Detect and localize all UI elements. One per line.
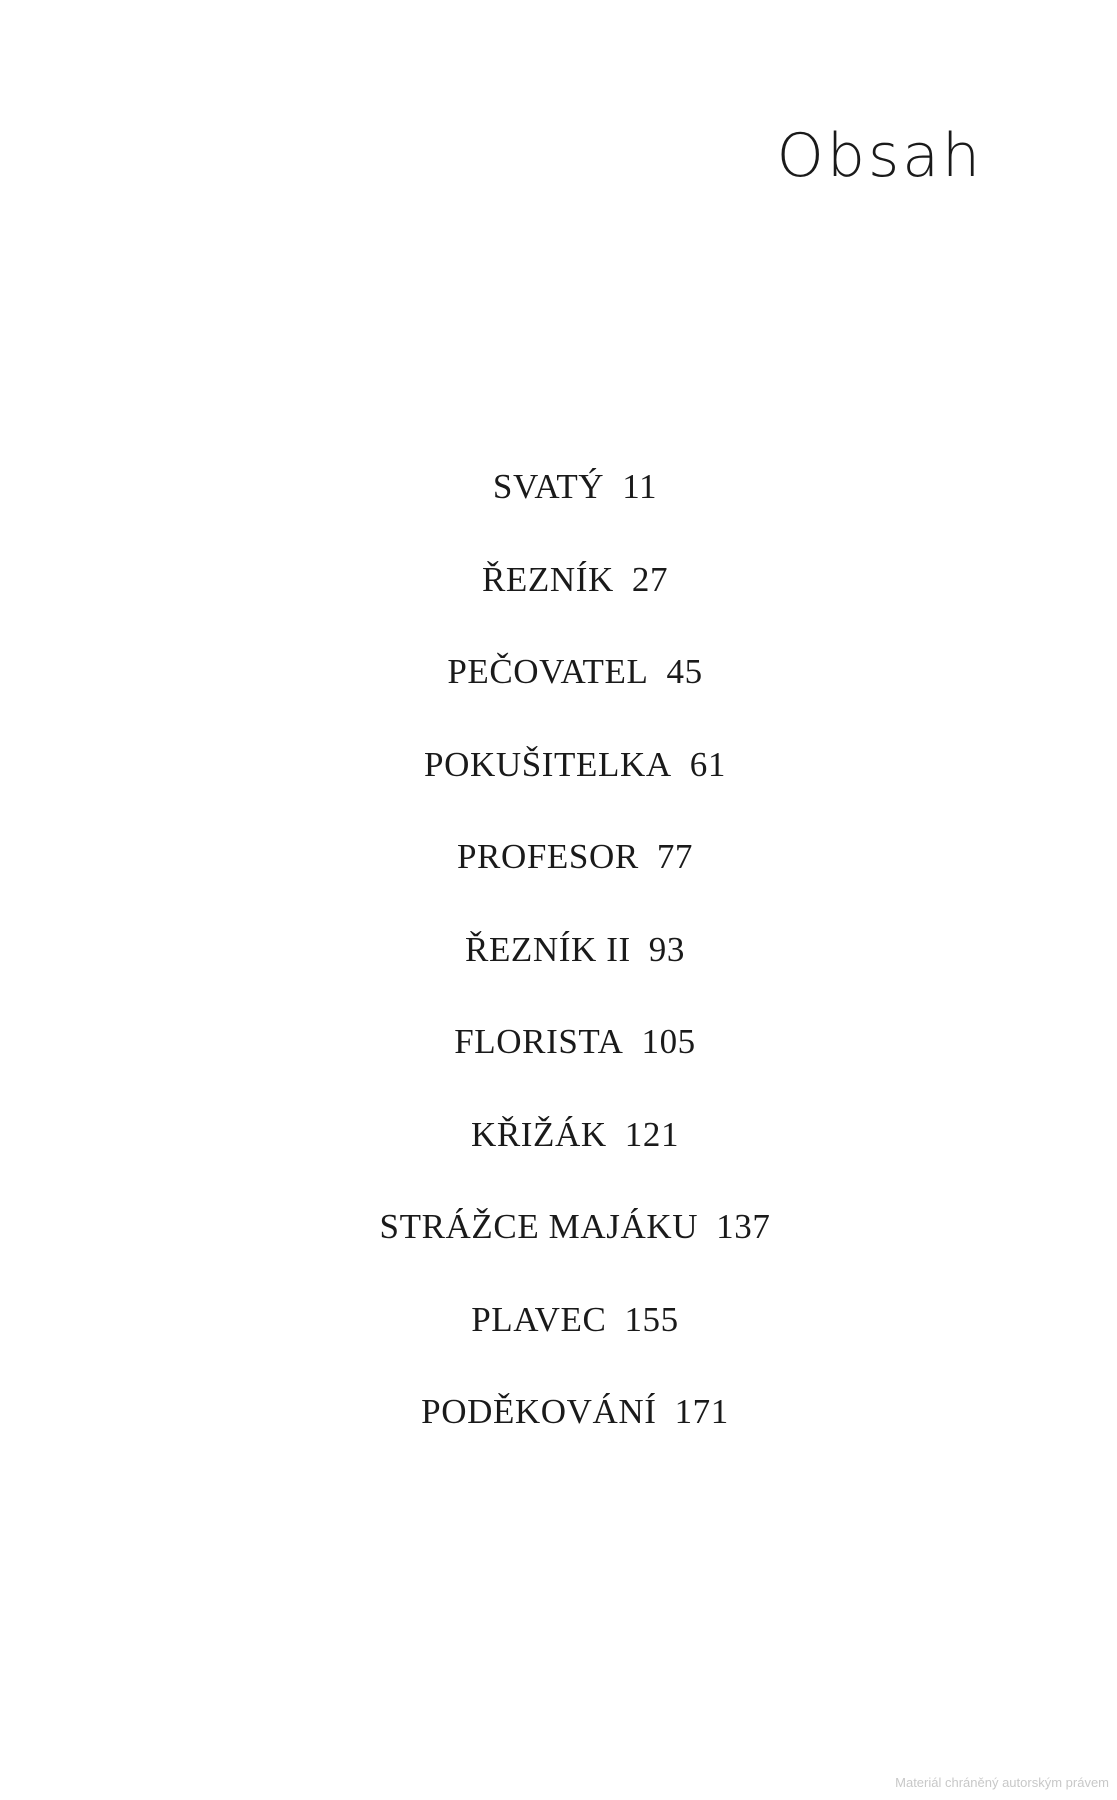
toc-entry-title: SVATÝ xyxy=(492,467,605,506)
toc-entry-title: PROFESOR xyxy=(456,837,639,876)
toc-entry-pecovatel[interactable] xyxy=(0,651,1117,744)
toc-entry-title: STRÁŽCE MAJÁKU xyxy=(379,1207,699,1246)
toc-entry-title: ŘEZNÍK II xyxy=(465,929,631,969)
toc-entry-page: 11 xyxy=(622,467,658,506)
toc-entry-reznik-ii[interactable] xyxy=(0,929,1117,1022)
page-title: Obsah xyxy=(776,121,983,191)
toc-entry-page: 45 xyxy=(666,652,703,691)
toc-entry-title: PLAVEC xyxy=(471,1299,607,1339)
toc-entry-reznik[interactable] xyxy=(0,559,1117,652)
toc-entry-page: 155 xyxy=(624,1299,679,1339)
toc-entry-page: 105 xyxy=(641,1022,696,1061)
toc-entry-svaty[interactable] xyxy=(0,466,1117,559)
toc-entry-page: 93 xyxy=(648,929,685,969)
copyright-watermark: Materiál chráněný autorským právem xyxy=(895,1775,1109,1790)
toc-entry-title: POKUŠITELKA xyxy=(424,744,672,784)
toc-entry-pokusitelka[interactable] xyxy=(0,744,1117,837)
toc-entry-title: FLORISTA xyxy=(454,1022,624,1061)
toc-entry-krizak[interactable] xyxy=(0,1114,1117,1207)
toc-entry-page: 137 xyxy=(716,1207,771,1246)
toc-entry-florista[interactable] xyxy=(0,1021,1117,1114)
toc-entry-strazce-majaku[interactable] xyxy=(0,1206,1117,1299)
toc-entry-page: 77 xyxy=(656,837,694,876)
toc-entry-title: PODĚKOVÁNÍ xyxy=(421,1392,657,1431)
toc-entry-podekovani[interactable] xyxy=(0,1391,1117,1484)
toc-entry-page: 61 xyxy=(689,744,726,784)
toc-entry-title: ŘEZNÍK xyxy=(481,559,614,599)
table-of-contents xyxy=(0,466,1117,1484)
toc-entry-page: 171 xyxy=(674,1392,729,1431)
toc-entry-profesor[interactable] xyxy=(0,836,1117,929)
toc-entry-page: 121 xyxy=(624,1114,680,1154)
toc-entry-title: PEČOVATEL xyxy=(447,652,649,691)
toc-entry-page: 27 xyxy=(631,559,669,599)
toc-entry-title: KŘIŽÁK xyxy=(470,1114,607,1154)
toc-entry-plavec[interactable] xyxy=(0,1299,1117,1392)
